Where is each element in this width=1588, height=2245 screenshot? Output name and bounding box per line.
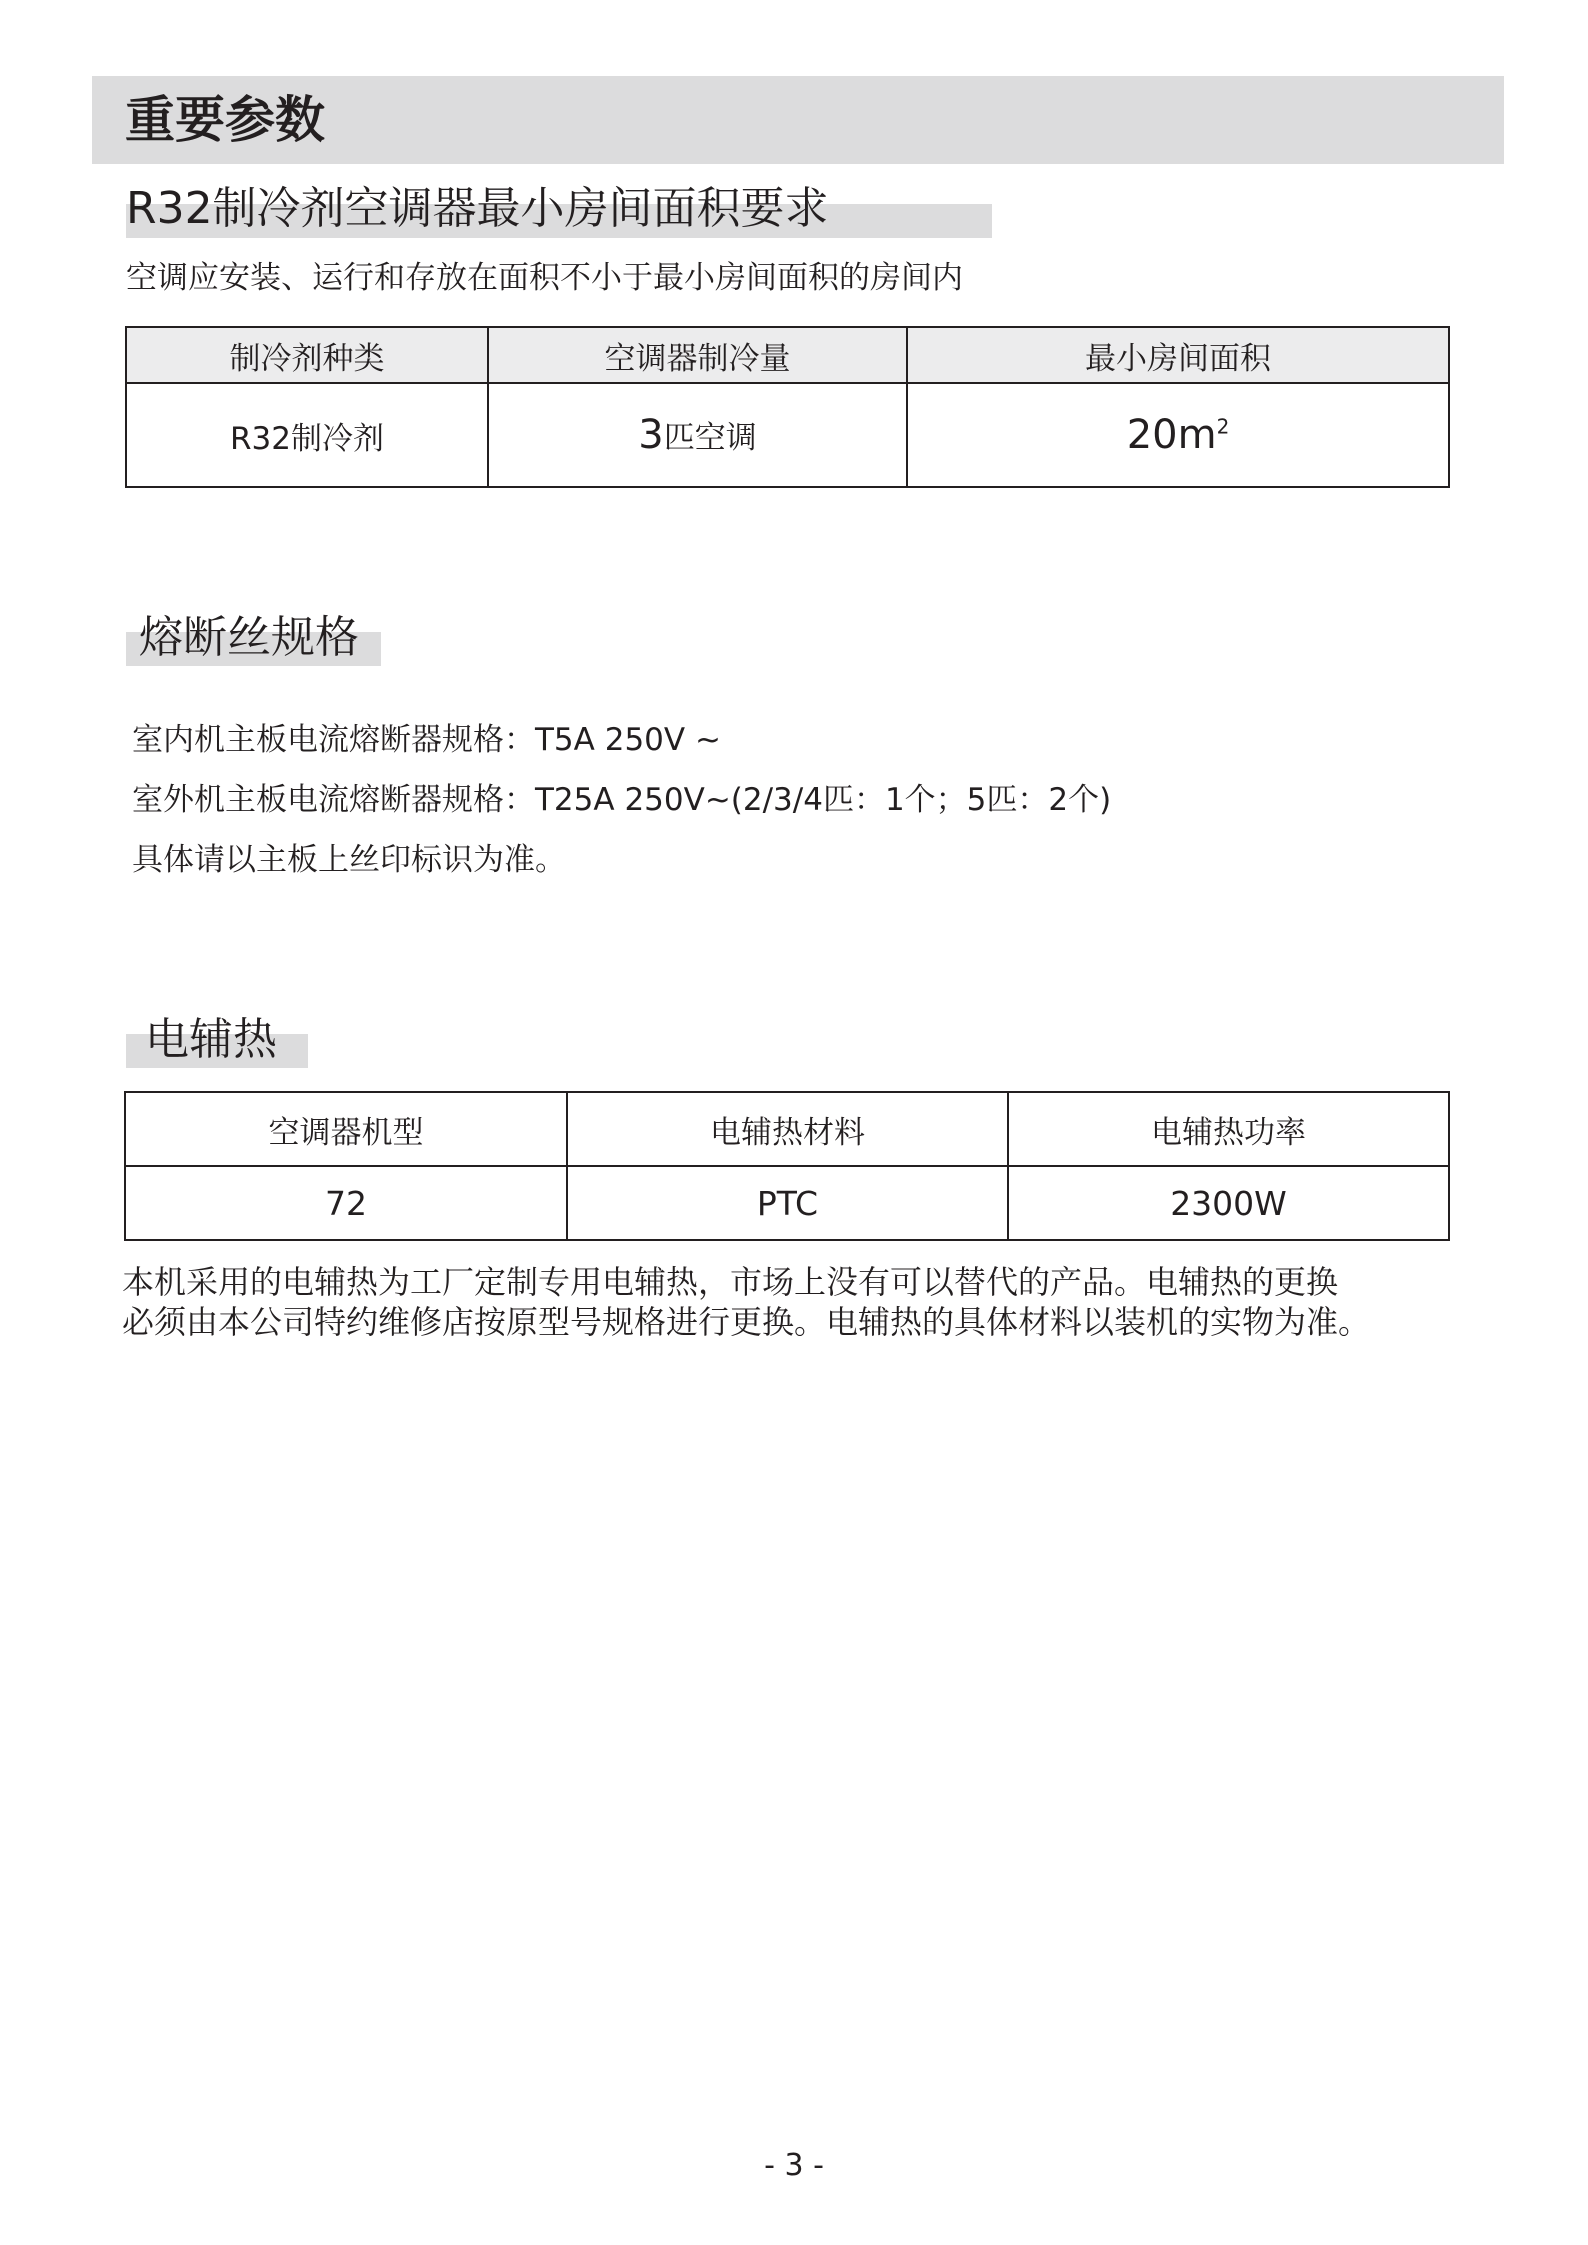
heater-note-line: 本机采用的电辅热为工厂定制专用电辅热，市场上没有可以替代的产品。电辅热的更换 (122, 1263, 1339, 1301)
min-room-area-cell (907, 383, 1449, 487)
section-title-refrigerant: R32制冷剂空调器最小房间面积要求 (126, 183, 829, 234)
page-title: 重要参数 (125, 91, 325, 149)
refrigerant-type-cell: R32制冷剂 (126, 383, 488, 487)
capacity-unit: 匹空调 (663, 420, 757, 456)
table-header-cell: 空调器制冷量 (488, 327, 907, 383)
section-title-heater: 电辅热 (145, 1014, 277, 1065)
area-exponent: 2 (1216, 414, 1230, 439)
capacity-number: 3 (638, 412, 664, 458)
fuse-spec-line: 室外机主板电流熔断器规格：T25A 250V~(2/3/4匹：1个；5匹：2个) (132, 782, 1112, 818)
table-header-cell: 电辅热功率 (1008, 1092, 1449, 1166)
model-cell: 72 (125, 1166, 567, 1240)
material-cell: PTC (567, 1166, 1008, 1240)
fuse-spec-line: 具体请以主板上丝印标识为准。 (132, 842, 566, 878)
area-value: 20m (1126, 412, 1217, 458)
table-row (126, 383, 1449, 487)
table-header-cell: 制冷剂种类 (126, 327, 488, 383)
table-header-row (126, 327, 1449, 383)
refrigerant-table (125, 326, 1450, 488)
table-header-row (125, 1092, 1449, 1166)
fuse-spec-line: 室内机主板电流熔断器规格：T5A 250V ~ (132, 722, 721, 758)
page-number: - 3 - (764, 2148, 824, 2183)
table-header-cell: 电辅热材料 (567, 1092, 1008, 1166)
cooling-capacity-cell (488, 383, 907, 487)
table-row (125, 1166, 1449, 1240)
table-header-cell: 最小房间面积 (907, 327, 1449, 383)
heater-note-line: 必须由本公司特约维修店按原型号规格进行更换。电辅热的具体材料以装机的实物为准。 (122, 1303, 1371, 1341)
refrigerant-description: 空调应安装、运行和存放在面积不小于最小房间面积的房间内 (126, 260, 963, 296)
section-title-fuse: 熔断丝规格 (139, 612, 359, 663)
table-header-cell: 空调器机型 (125, 1092, 567, 1166)
power-cell: 2300W (1008, 1166, 1449, 1240)
heater-table (124, 1091, 1450, 1241)
